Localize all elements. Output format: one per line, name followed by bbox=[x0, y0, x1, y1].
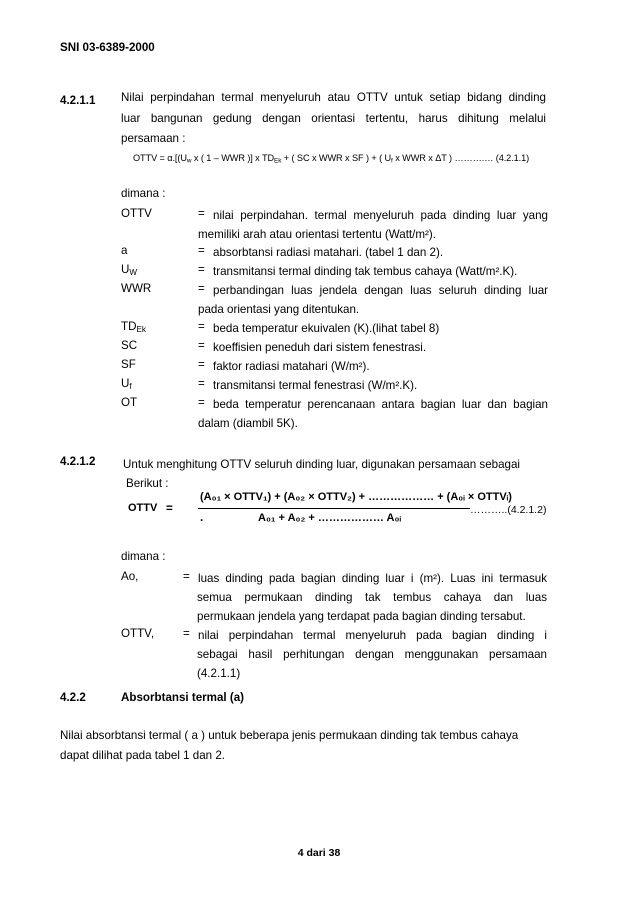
definition-list bbox=[121, 570, 551, 680]
term-main: TD bbox=[121, 320, 137, 333]
term-sub: W bbox=[129, 268, 138, 278]
def-equals: = bbox=[198, 396, 205, 409]
def-equals: = bbox=[198, 282, 205, 295]
def-line: pada orientasi yang ditentukan. bbox=[198, 303, 360, 316]
def-line: transmitansi termal fenestrasi (W/m².K). bbox=[213, 379, 418, 392]
def-line: memiliki arah atau orientasi tertentu (Watt/m²). bbox=[198, 228, 436, 241]
eq-part: OTTV = α.[(U bbox=[133, 153, 187, 163]
def-text bbox=[213, 376, 548, 395]
def-line: nilai perpindahan. termal menyeluruh pada dinding luar yang bbox=[213, 209, 548, 222]
def-equals: = bbox=[183, 627, 190, 640]
section-intro bbox=[123, 455, 548, 493]
def-equals: = bbox=[198, 339, 205, 352]
intro-line: Untuk menghitung OTTV seluruh dinding luar, digunakan persamaan sebagai bbox=[123, 458, 521, 471]
page-number: 4 dari 38 bbox=[297, 847, 341, 859]
def-term: SC bbox=[121, 339, 138, 352]
def-line: dalam (diambil 5K). bbox=[198, 417, 298, 430]
eq-lhs: OTTV bbox=[128, 502, 158, 514]
fraction-dot: . bbox=[200, 511, 204, 524]
intro-line: luar bangunan gedung dengan orientasi tertentu, harus dihitung melalui bbox=[121, 111, 546, 125]
def-line: (4.2.1.1) bbox=[197, 667, 241, 680]
def-equals: = bbox=[198, 207, 205, 220]
eq-part: x ( 1 – WWR )] x TD bbox=[191, 153, 275, 163]
def-line: beda temperatur ekuivalen (K).(lihat tabel 8) bbox=[213, 322, 440, 335]
def-term: WWR bbox=[121, 282, 152, 295]
eq-sub: Ek bbox=[274, 157, 282, 165]
def-line: permukaan jendela yang terdapat pada bagian dinding tersabut. bbox=[197, 610, 526, 623]
def-equals: = bbox=[198, 320, 205, 333]
def-text bbox=[198, 281, 548, 319]
def-text bbox=[213, 357, 548, 376]
paragraph-line: Nilai absorbtansi termal ( a ) untuk beberapa jenis permukaan dinding tak tembus cahaya bbox=[60, 729, 519, 742]
def-text bbox=[213, 243, 548, 262]
def-line: perbandingan luas jendela dengan luas seluruh dinding luar bbox=[213, 284, 548, 297]
term-main: U bbox=[121, 377, 130, 390]
def-equals: = bbox=[198, 263, 205, 276]
document-id: SNI 03-6389-2000 bbox=[60, 41, 155, 54]
eq-sub: f bbox=[391, 157, 393, 165]
def-line: faktor radiasi matahari (W/m²). bbox=[213, 360, 370, 373]
paragraph-line: dapat dilihat pada tabel 1 dan 2. bbox=[60, 749, 226, 762]
def-text bbox=[213, 262, 548, 281]
term-sub: f bbox=[129, 382, 132, 392]
intro-line: Nilai perpindahan termal menyeluruh atau OTTV untuk setiap bidang dinding bbox=[121, 91, 546, 104]
eq-equals: = bbox=[166, 502, 173, 515]
def-line: koeffisien peneduh dari sistem fenestrasi. bbox=[213, 341, 427, 354]
intro-line: persamaan : bbox=[121, 132, 186, 145]
def-term: OTTV bbox=[121, 207, 152, 220]
eq-part: x WWR x ΔT ) ……….… (4.2.1.1) bbox=[392, 153, 530, 163]
def-term: SF bbox=[121, 358, 136, 371]
def-line: sebagai hasil perhitungan dengan menggunakan persamaan bbox=[197, 648, 547, 661]
eq-part: + ( SC x WWR x SF ) + ( U bbox=[281, 153, 392, 163]
def-term bbox=[121, 377, 132, 391]
def-equals: = bbox=[198, 377, 205, 390]
def-term bbox=[121, 263, 137, 277]
def-equals: = bbox=[198, 358, 205, 371]
equation-4-2-1-1 bbox=[133, 153, 529, 165]
def-term: Ao, bbox=[121, 570, 139, 583]
def-equals: = bbox=[198, 244, 205, 257]
def-line: luas dinding pada bagian dinding luar i (m²). Luas ini termasuk bbox=[198, 572, 547, 585]
dimana-label: dimana : bbox=[121, 550, 166, 563]
term-main: U bbox=[121, 263, 130, 276]
def-line: semua permukaan dinding tak tembus cahaya dan luas bbox=[197, 591, 547, 604]
intro-line: Berikut : bbox=[126, 477, 169, 490]
def-line: nilai perpindahan termal menyeluruh pada bagian dinding i bbox=[198, 629, 547, 642]
dimana-label: dimana : bbox=[121, 187, 166, 200]
section-title: Absorbtansi termal (a) bbox=[121, 691, 245, 704]
def-line: beda temperatur perencanaan antara bagian luar dan bagian bbox=[213, 398, 548, 411]
fraction-bar bbox=[198, 508, 470, 509]
def-term: OTTV, bbox=[121, 627, 155, 640]
def-line: absorbtansi radiasi matahari. (tabel 1 dan 2). bbox=[213, 246, 444, 259]
equation-number: ………..(4.2.1.2) bbox=[470, 504, 547, 516]
section-number: 4.2.1.1 bbox=[60, 94, 96, 107]
def-text bbox=[198, 206, 548, 244]
def-term: OT bbox=[121, 396, 138, 409]
def-equals: = bbox=[183, 570, 190, 583]
def-term bbox=[121, 320, 146, 334]
fraction-numerator: (A₀₁ × OTTV₁) + (A₀₂ × OTTV₂) + ……………… + (A₀ᵢ × OTTVᵢ) bbox=[200, 491, 512, 503]
def-text bbox=[183, 569, 547, 626]
def-text bbox=[183, 626, 547, 683]
fraction-denominator: A₀₁ + A₀₂ + ……………… A₀ᵢ bbox=[258, 512, 402, 524]
term-sub: Ek bbox=[136, 325, 146, 335]
definition-list bbox=[121, 207, 551, 430]
def-text bbox=[198, 395, 548, 433]
section-number: 4.2.1.2 bbox=[60, 455, 96, 468]
def-text bbox=[213, 319, 548, 338]
def-line: transmitansi termal dinding tak tembus cahaya (Watt/m².K). bbox=[213, 265, 518, 278]
section-number: 4.2.2 bbox=[60, 691, 86, 704]
section-intro bbox=[121, 88, 546, 150]
def-term: a bbox=[121, 244, 128, 257]
def-text bbox=[213, 338, 548, 357]
paragraph bbox=[60, 726, 518, 766]
eq-sub: w bbox=[186, 157, 192, 165]
